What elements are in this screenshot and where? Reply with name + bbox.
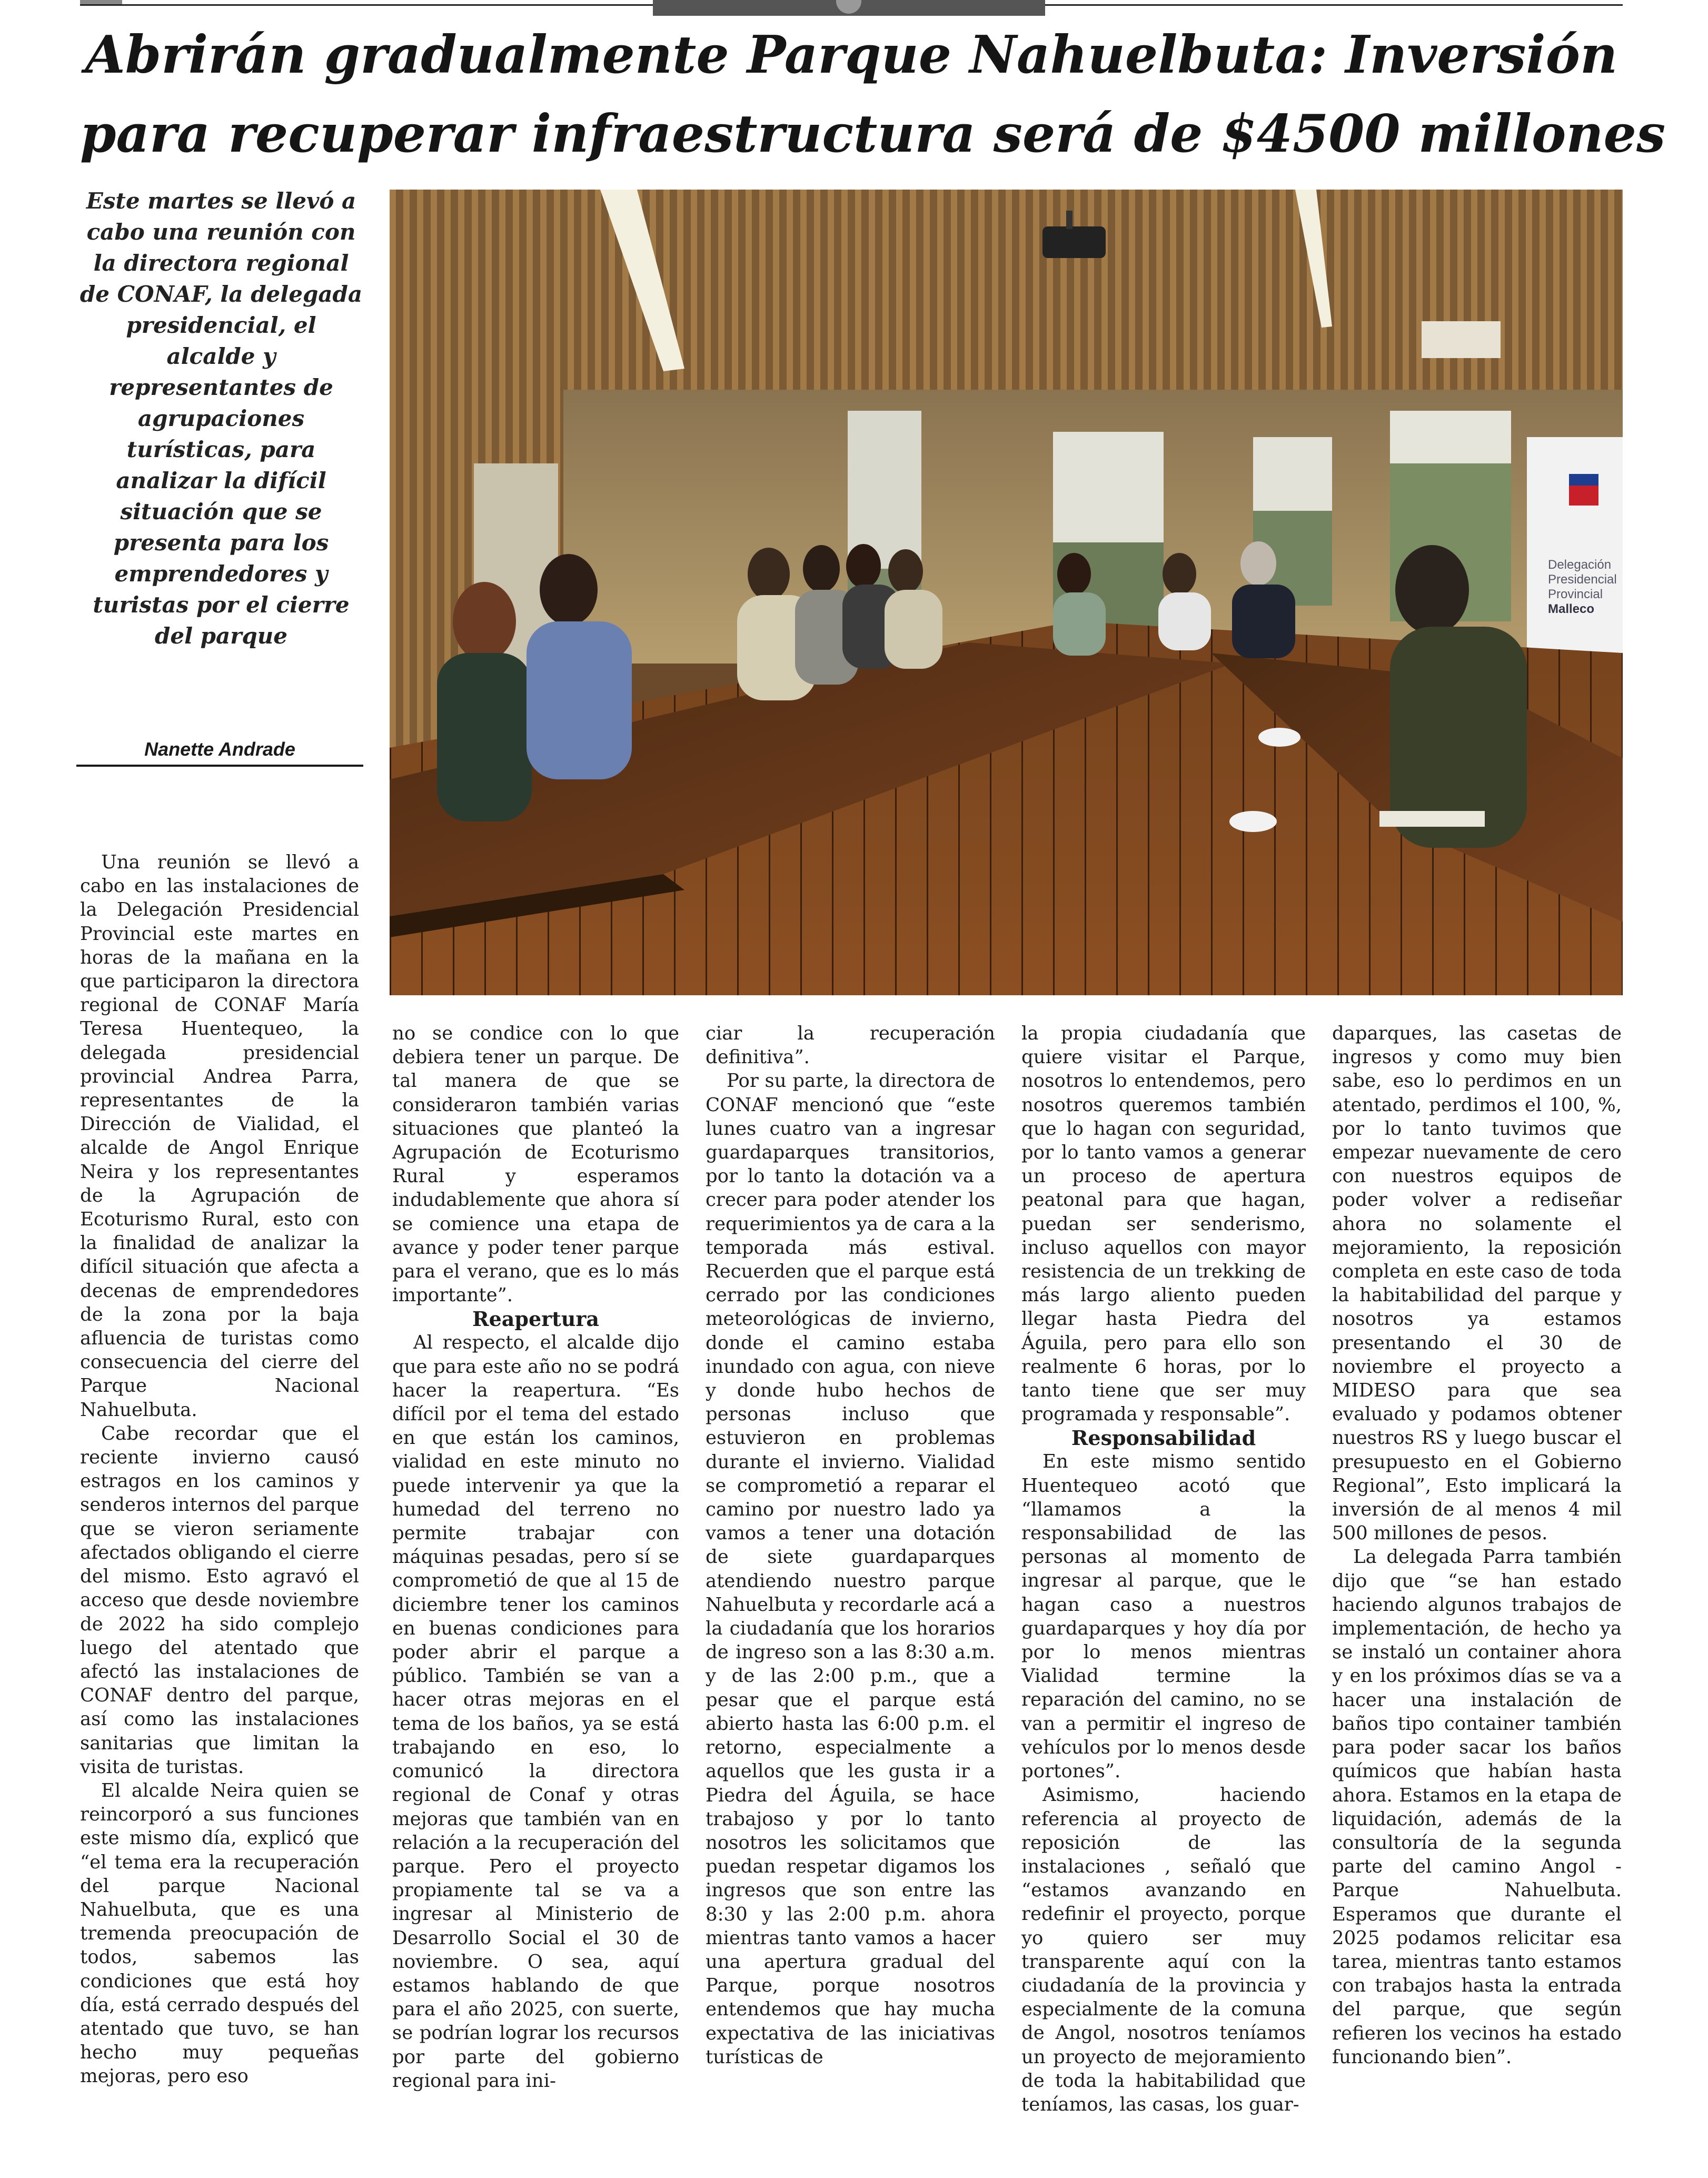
paragraph: Asimismo, haciendo referencia al proyecto de reposición de las instalaciones , señaló que “estamos avanzando en redefinir el proyecto, porque yo quiero ser muy transparente aquí con la ciudadanía de la provincia y especialmente de la comuna de Angol, nosotros teníamos un proyecto de mejoramiento de toda la habitabilidad que teníamos, las casas, los guar- [1021, 1784, 1306, 2115]
article-column-4 [1021, 1022, 1306, 2116]
paragraph: no se condice con lo que debiera tener un parque. De tal manera de que se consideraron también varias situaciones que planteó la Agrupación de Ecoturismo Rural y esperamos indudablemente que ahora sí se comience una etapa de avance y poder tener parque para el verano, que es lo más importante”. [392, 1023, 679, 1306]
paragraph: En este mismo sentido Huentequeo acotó que “llamamos a la responsabilidad de las personas al momento de ingresar al parque, que le hagan caso a nuestros guardaparques y hoy día por por lo menos mientras Vialidad termine la reparación del camino, no se van a permitir el ingreso de vehículos por lo menos desde portones”. [1021, 1451, 1306, 1783]
banner-text-2: Presidencial [1548, 572, 1617, 587]
banner-text-1: Delegación [1548, 558, 1612, 572]
lead-summary: Este martes se llevó a cabo una reunión con la directora regional de CONAF, la delegada presidencial, el alcalde y representantes de agrupaciones turísticas, para analizar la difícil situación que se presenta para los emprendedores y turistas por el cierre del parque [80, 188, 363, 649]
byline-rule [76, 765, 363, 767]
paragraph: la propia ciudadanía que quiere visitar el Parque, nosotros lo entendemos, pero nosotros queremos también que lo hagan con seguridad, por lo tanto vamos a generar un proceso de apertura peatonal para que hagan, puedan ser senderismo, incluso aquellos con mayor resistencia de un trekking de más largo aliento pueden llegar hasta Piedra del Águila, pero para ello son realmente 6 horas, por lo tanto tiene que ser muy programada y responsable”. [1021, 1023, 1306, 1425]
paragraph: ciar la recuperación definitiva”. [706, 1023, 995, 1068]
banner-text-4: Malleco [1548, 602, 1595, 616]
subheading-responsabilidad: Responsabilidad [1071, 1426, 1256, 1450]
article-column-3 [706, 1022, 995, 2069]
meeting-photo [390, 190, 1623, 995]
subheading-reapertura: Reapertura [472, 1307, 599, 1331]
byline: Nanette Andrade [144, 738, 295, 760]
headline-line-2: para recuperar infraestructura será de $4500 millones [80, 104, 1666, 164]
article-column-1 [80, 850, 359, 2088]
paragraph: Al respecto, el alcalde dijo que para este año no se podrá hacer la reapertura. “Es difícil por el tema del estado en que están los caminos, vialidad en este minuto no puede intervenir ya que la humedad del terreno no permite trabajar con máquinas pesadas, pero sí se comprometió de que al 15 de diciembre tener los caminos en buenas condiciones para poder abrir el parque a público. También se van a hacer otras mejoras en el tema de los baños, ya se está trabajando en eso, lo comunicó la directora regional de Conaf y otras mejoras que también van en relación a la recuperación del parque. Pero el proyecto propiamente tal se va a ingresar al Ministerio de Desarrollo Social el 30 de noviembre. O sea, aquí estamos hablando de que para el año 2025, con suerte, se podrían lograr los recursos por parte del gobierno regional para ini- [392, 1332, 679, 2092]
headline-line-1: Abrirán gradualmente Parque Nahuelbuta: Inversión [85, 25, 1618, 85]
paragraph: daparques, las casetas de ingresos y como muy bien sabe, eso lo perdimos en un atentado, perdimos el 100, %, por lo tanto tuvimos que empezar nuevamente de cero con nuestros equipos de poder volver a rediseñar ahora no solamente el mejoramiento, la reposición completa en este caso de toda la habitabilidad del parque y nosotros ya estamos presentando el 30 de noviembre el proyecto a MIDESO para que sea evaluado y podamos obtener nuestros RS y luego buscar el presupuesto en el Gobierno Regional”, Esto implicará la inversión de al menos 4 mil 500 millones de pesos. [1332, 1023, 1622, 1545]
meeting-photo-illustration [390, 190, 1623, 995]
paragraph: El alcalde Neira quien se reincorporó a sus funciones este mismo día, explicó que “el tema era la recuperación del parque Nacional Nahuelbuta, que es una tremenda preocupación de todos, sabemos las condiciones que está hoy día, está cerrado después del atentado que tuvo, se han hecho muy pequeñas mejoras, pero eso [80, 1779, 359, 2087]
paragraph: Cabe recordar que el reciente invierno causó estragos en los caminos y senderos internos del parque que se vieron seriamente afectados obligando el cierre del mismo. Esto agravó el acceso que desde noviembre de 2022 ha sido complejo luego del atentado que afectó las instalaciones de CONAF dentro del parque, así como las instalaciones sanitarias que limitan la visita de turistas. [80, 1422, 359, 1778]
headline [80, 16, 1666, 174]
article-column-2 [392, 1022, 679, 2093]
article-column-5 [1332, 1022, 1622, 2069]
paragraph: Por su parte, la directora de CONAF mencionó que “este lunes cuatro van a ingresar guardaparques transitorios, por lo tanto la dotación va a crecer para poder atender los requerimientos ya de cara a la temporada más estival. Recuerden que el parque está cerrado por las condiciones meteorológicas de invierno, donde el camino estaba inundado con agua, con nieve y donde hubo hechos de personas incluso que estuvieron en problemas durante el invierno. Vialidad se comprometió a reparar el camino por nuestro lado ya vamos a tener una dotación de siete guardaparques atendiendo nuestro parque Nahuelbuta y recordarle acá a la ciudadanía que los horarios de ingreso son a las 8:30 a.m. y de las 2:00 p.m., que a pesar que el parque está abierto hasta las 6:00 p.m. el retorno, especialmente a aquellos que les gusta ir a Piedra del Águila, se hace trabajoso y por lo tanto nosotros les solicitamos que puedan respetar digamos los ingresos que son entre las 8:30 y las 2:00 p.m. ahora mientras tanto vamos a hacer una apertura gradual del Parque, porque nosotros entendemos que hay mucha expectativa de las iniciativas turísticas de [706, 1070, 995, 2068]
banner-text-3: Provincial [1548, 587, 1603, 601]
paragraph: Una reunión se llevó a cabo en las instalaciones de la Delegación Presidencial Provincial este martes en horas de la mañana en la que participaron la directora regional de CONAF María Teresa Huentequeo, la delegada presidencial provincial Andrea Parra, representantes de la Dirección de Vialidad, el alcalde de Angol Enrique Neira y los representantes de la Agrupación de Ecoturismo Rural, esto con la finalidad de analizar la difícil situación que afecta a decenas de emprendedores de la zona por la baja afluencia de turistas como consecuencia del cierre del Parque Nacional Nahuelbuta. [80, 852, 359, 1421]
paragraph: La delegada Parra también dijo que “se han estado haciendo algunos trabajos de implementación, de hecho ya se instaló un container ahora y en los próximos días se va a hacer una instalación de baños tipo container también para poder sacar los baños químicos que habían hasta ahora. Estamos en la etapa de liquidación, además de la consultoría de la segunda parte del camino Angol - Parque Nahuelbuta. Esperamos que durante el 2025 podamos relicitar esa tarea, mientras tanto estamos con trabajos hasta la entrada del parque, que según refieren los vecinos ha estado funcionando bien”. [1332, 1546, 1622, 2068]
